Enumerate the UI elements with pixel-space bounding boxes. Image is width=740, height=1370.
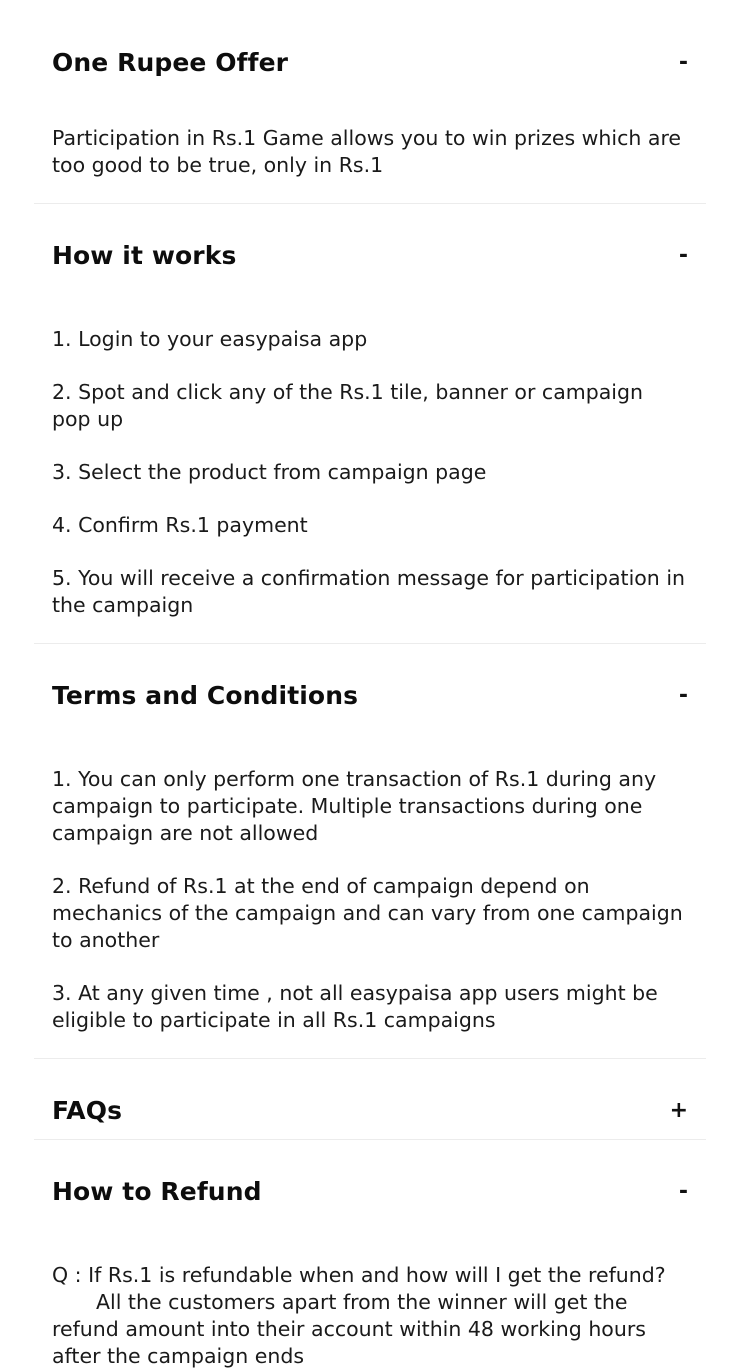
section-title: How to Refund bbox=[52, 1177, 262, 1206]
section-one-rupee-offer bbox=[34, 0, 706, 204]
section-title: Terms and Conditions bbox=[52, 681, 359, 710]
list-item: 2. Spot and click any of the Rs.1 tile, banner or campaign pop up bbox=[52, 380, 643, 431]
section-header-one-rupee-offer[interactable] bbox=[34, 0, 706, 78]
section-how-to-refund bbox=[34, 1140, 706, 1370]
section-content bbox=[34, 284, 706, 643]
refund-answer: All the customers apart from the winner will get the refund amount into their account within 48 working hours after the campaign ends bbox=[52, 1290, 646, 1368]
section-content bbox=[34, 724, 706, 1058]
list-item: 2. Refund of Rs.1 at the end of campaign depend on mechanics of the campaign and can vary from one campaign to another bbox=[52, 874, 683, 952]
section-faqs bbox=[34, 1059, 706, 1140]
section-header-terms-and-conditions[interactable] bbox=[34, 644, 706, 724]
list-item: 3. Select the product from campaign page bbox=[52, 460, 487, 484]
list-item: 4. Confirm Rs.1 payment bbox=[52, 513, 308, 537]
section-how-it-works bbox=[34, 204, 706, 644]
section-header-how-it-works[interactable] bbox=[34, 204, 706, 284]
list-item: 3. At any given time , not all easypaisa app users might be eligible to participate in all Rs.1 campaigns bbox=[52, 981, 658, 1032]
section-title: FAQs bbox=[52, 1096, 123, 1125]
expand-icon[interactable]: + bbox=[669, 1098, 688, 1123]
section-title: One Rupee Offer bbox=[52, 48, 289, 77]
section-header-faqs[interactable] bbox=[34, 1059, 706, 1139]
section-content bbox=[34, 78, 706, 203]
collapse-icon[interactable]: - bbox=[678, 50, 688, 75]
list-item: 1. You can only perform one transaction of Rs.1 during any campaign to participate. Multiple transactions during one campaign are not allowed bbox=[52, 767, 657, 845]
collapse-icon[interactable]: - bbox=[678, 1179, 688, 1204]
collapse-icon[interactable]: - bbox=[678, 243, 688, 268]
section-header-how-to-refund[interactable] bbox=[34, 1140, 706, 1220]
refund-question: Q : If Rs.1 is refundable when and how will I get the refund? bbox=[52, 1263, 666, 1287]
list-item: 5. You will receive a confirmation message for participation in the campaign bbox=[52, 566, 686, 617]
offer-description: Participation in Rs.1 Game allows you to win prizes which are too good to be true, only in Rs.1 bbox=[52, 126, 682, 177]
section-title: How it works bbox=[52, 241, 237, 270]
section-terms-and-conditions bbox=[34, 644, 706, 1059]
list-item: 1. Login to your easypaisa app bbox=[52, 327, 368, 351]
section-content bbox=[34, 1220, 706, 1370]
collapse-icon[interactable]: - bbox=[678, 683, 688, 708]
